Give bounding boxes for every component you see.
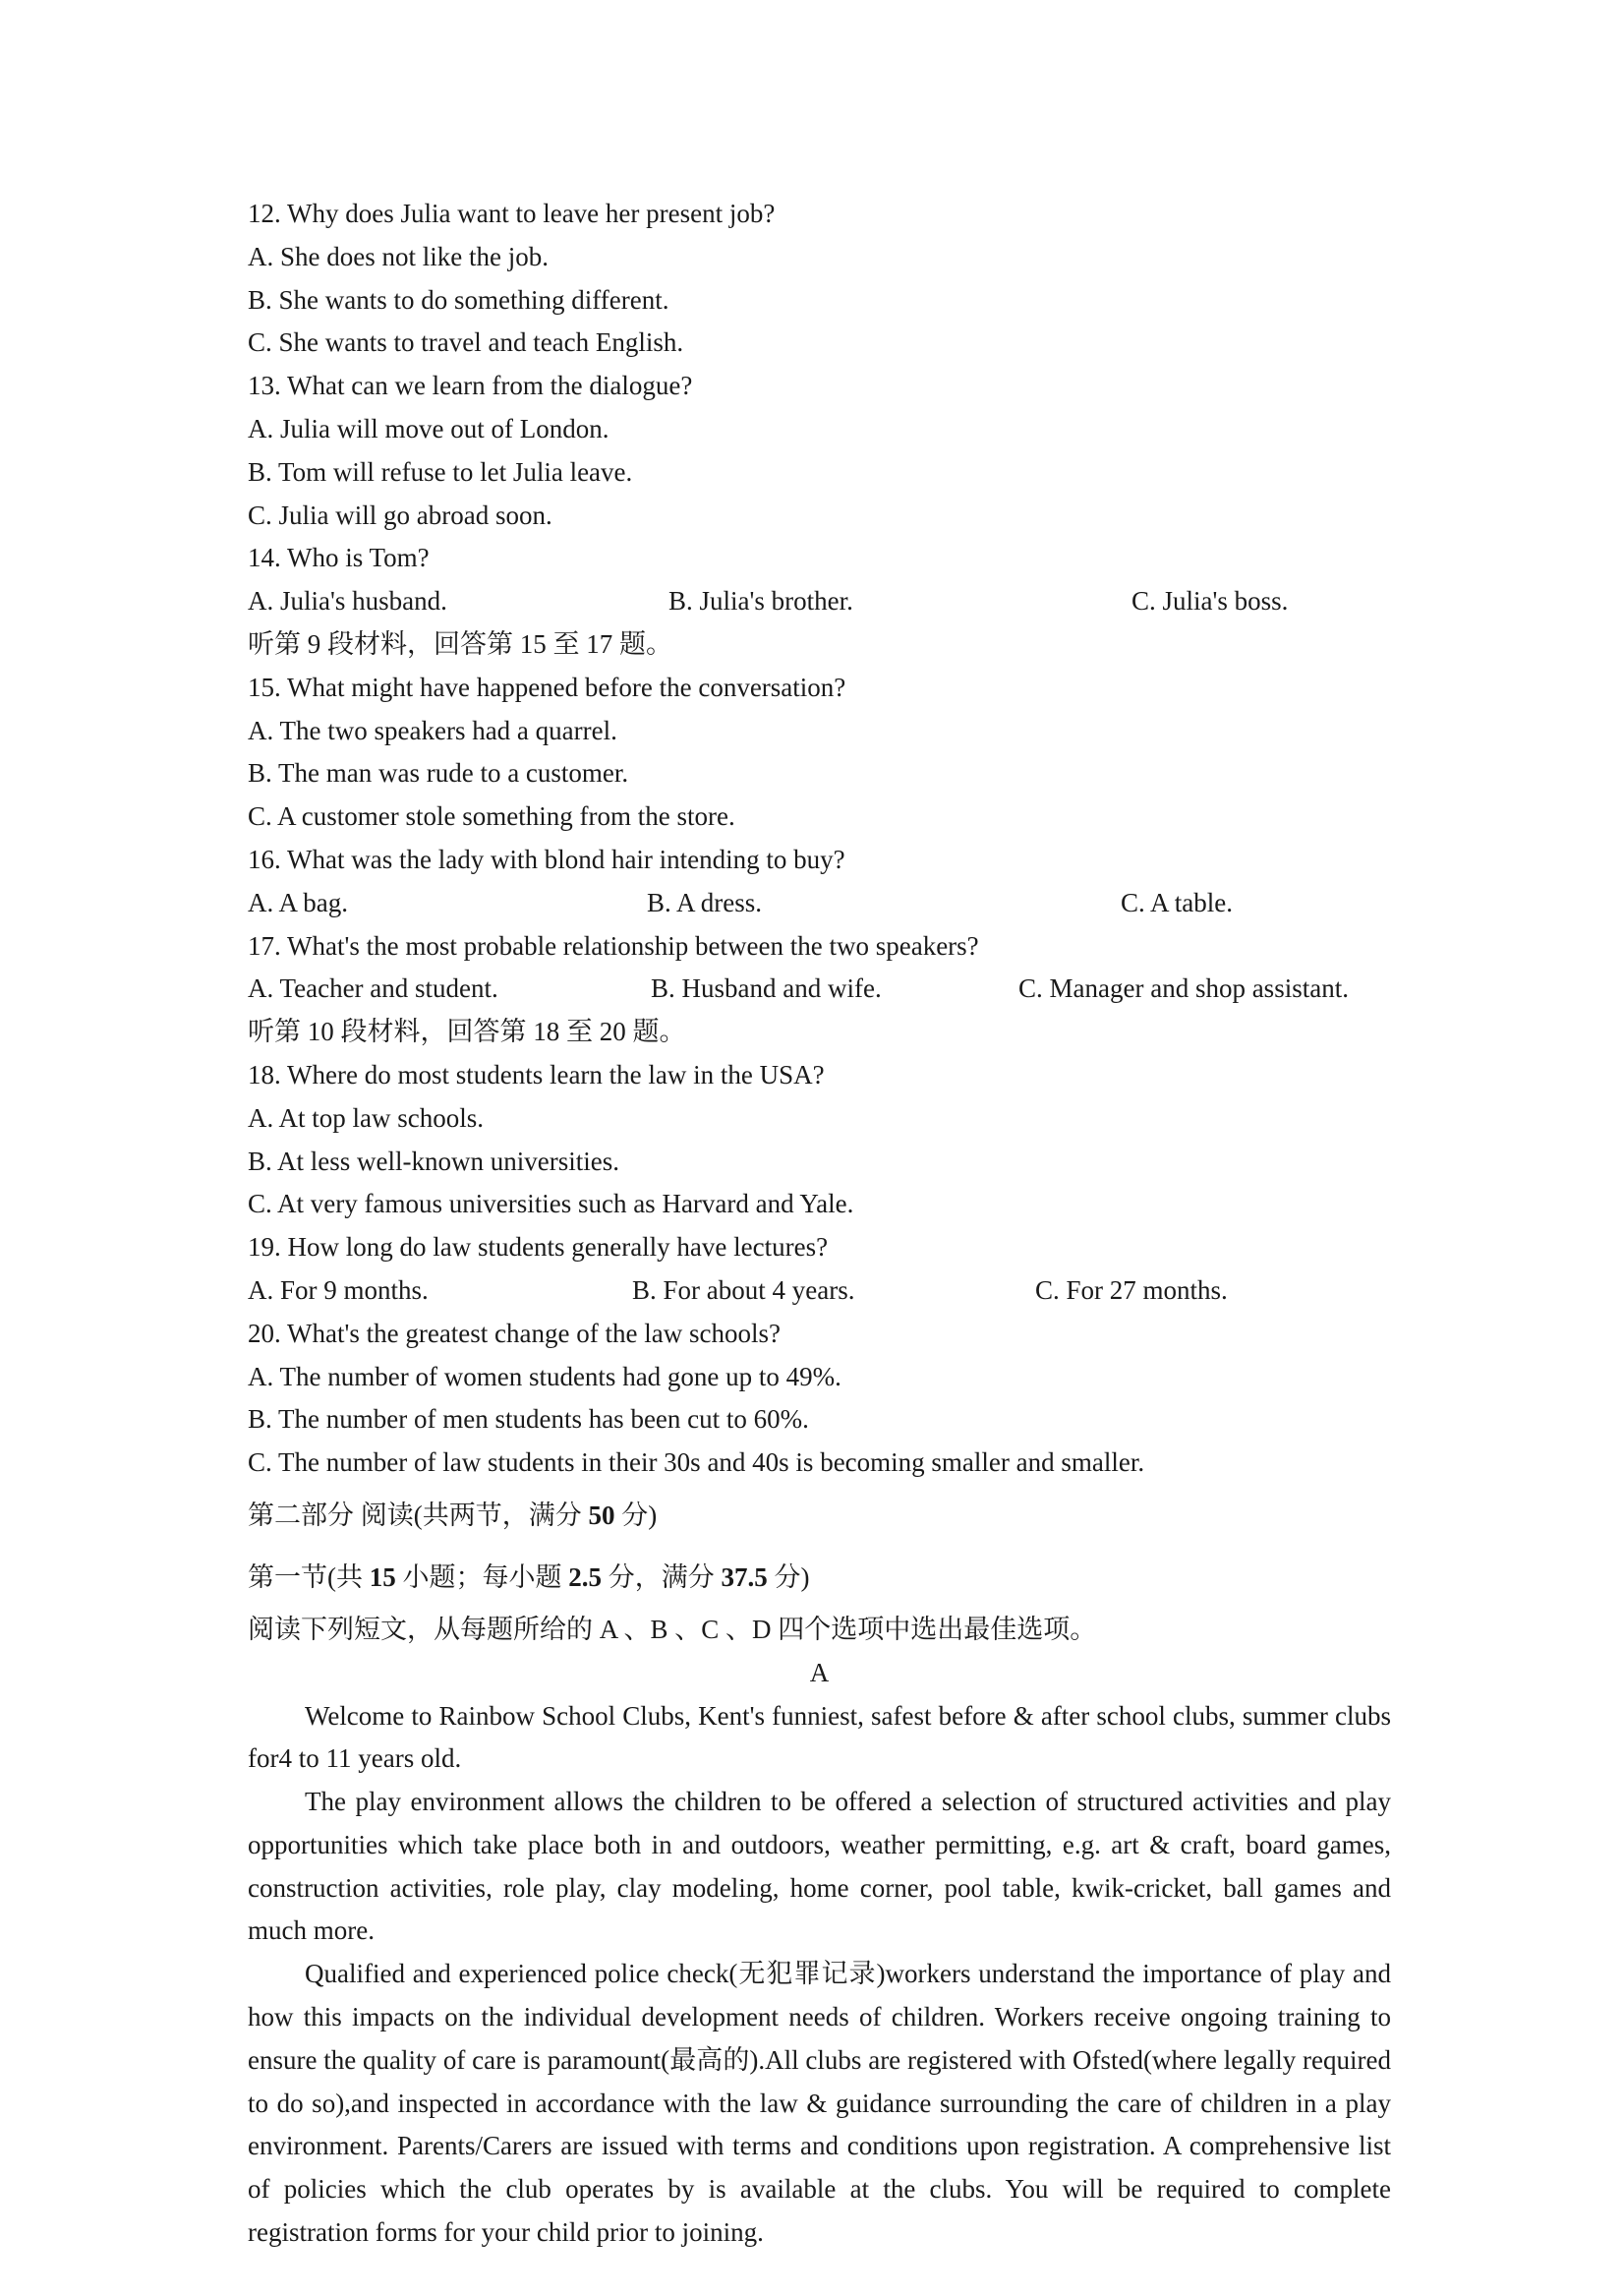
option: A. Julia's husband. bbox=[248, 586, 447, 617]
option: B. She wants to do something different. bbox=[248, 284, 669, 315]
question-20: 20. What's the greatest change of the law schools? bbox=[248, 1318, 781, 1348]
inline-options bbox=[248, 968, 1391, 1011]
question-19: 19. How long do law students generally have lectures? bbox=[248, 1232, 829, 1263]
passage-paragraph: Welcome to Rainbow School Clubs, Kent's funniest, safest before & after school clubs, summer clubs for4 to 11 years old. bbox=[248, 1700, 1391, 1774]
question-18: 18. Where do most students learn the law in the USA? bbox=[248, 1059, 825, 1089]
option: A. Teacher and student. bbox=[248, 973, 498, 1004]
option: C. Julia's boss. bbox=[1131, 586, 1289, 617]
question-17: 17. What's the most probable relationship between the two speakers? bbox=[248, 930, 979, 961]
option: A. At top law schools. bbox=[248, 1102, 484, 1133]
question-13: 13. What can we learn from the dialogue? bbox=[248, 371, 693, 401]
option: A. The number of women students had gone up to 49%. bbox=[248, 1361, 841, 1391]
question-16: 16. What was the lady with blond hair intending to buy? bbox=[248, 844, 845, 874]
option: C. She wants to travel and teach English. bbox=[248, 327, 684, 358]
exam-page bbox=[248, 193, 1391, 2255]
option: C. A table. bbox=[1121, 887, 1233, 917]
option: C. The number of law students in their 30s and 40s is becoming smaller and smaller. bbox=[248, 1447, 1145, 1478]
section-heading: 第一节(共 15 小题；每小题 2.5 分，满分 37.5 分) bbox=[248, 1561, 810, 1592]
passage-label: A bbox=[809, 1657, 830, 1687]
option: C. For 27 months. bbox=[1035, 1274, 1228, 1305]
option: C. At very famous universities such as Harvard and Yale. bbox=[248, 1189, 854, 1219]
question-14: 14. Who is Tom? bbox=[248, 543, 430, 573]
option: C. Manager and shop assistant. bbox=[1018, 973, 1349, 1004]
passage-paragraph: The play environment allows the children to be offered a selection of structured activities and play opportunities which take place both in and outdoors, weather permitting, e.g. art & craft, board games, construction activities, role play, clay modeling, home corner, pool table, kwik-cricket, ball games and much more. bbox=[248, 1787, 1391, 1946]
reading-instruction: 阅读下列短文，从每题所给的 A 、B 、C 、D 四个选项中选出最佳选项。 bbox=[248, 1614, 1097, 1644]
option: B. The man was rude to a customer. bbox=[248, 758, 629, 789]
question-15: 15. What might have happened before the conversation? bbox=[248, 672, 846, 702]
passage-paragraph: Qualified and experienced police check(无犯罪记录)workers understand the importance of play and how this impacts on the individual development needs of children. Workers receive ongoing training to ensure the quality of care is paramount(最高的).All clubs are registered with Ofsted(where legally required to do so),and inspected in accordance with the law & guidance surrounding the care of children in a play environment. Parents/Carers are issued with terms and conditions upon registration. A comprehensive list of policies which the club operates by is available at the clubs. You will be required to complete registration forms for your child prior to joining. bbox=[248, 1959, 1391, 2248]
option: C. A customer stole something from the store. bbox=[248, 801, 735, 832]
inline-options bbox=[248, 882, 1391, 925]
option: B. At less well-known universities. bbox=[248, 1146, 619, 1176]
option: B. A dress. bbox=[647, 887, 763, 917]
option: B. The number of men students has been cut to 60%. bbox=[248, 1404, 809, 1435]
option: B. Julia's brother. bbox=[668, 586, 853, 617]
option: A. The two speakers had a quarrel. bbox=[248, 715, 617, 745]
option: A. Julia will move out of London. bbox=[248, 413, 609, 443]
option: C. Julia will go abroad soon. bbox=[248, 500, 552, 530]
part-heading: 第二部分 阅读(共两节，满分 50 分) bbox=[248, 1500, 658, 1530]
option: B. For about 4 years. bbox=[632, 1274, 855, 1305]
option: A. She does not like the job. bbox=[248, 241, 549, 271]
question-12: 12. Why does Julia want to leave her present job? bbox=[248, 199, 776, 228]
option: B. Husband and wife. bbox=[651, 973, 882, 1004]
inline-options bbox=[248, 580, 1391, 623]
section-instruction: 听第 9 段材料，回答第 15 至 17 题。 bbox=[248, 628, 672, 659]
inline-options bbox=[248, 1269, 1391, 1313]
section-instruction: 听第 10 段材料，回答第 18 至 20 题。 bbox=[248, 1017, 686, 1047]
option: A. For 9 months. bbox=[248, 1274, 429, 1305]
option: A. A bag. bbox=[248, 887, 349, 917]
option: B. Tom will refuse to let Julia leave. bbox=[248, 456, 633, 487]
